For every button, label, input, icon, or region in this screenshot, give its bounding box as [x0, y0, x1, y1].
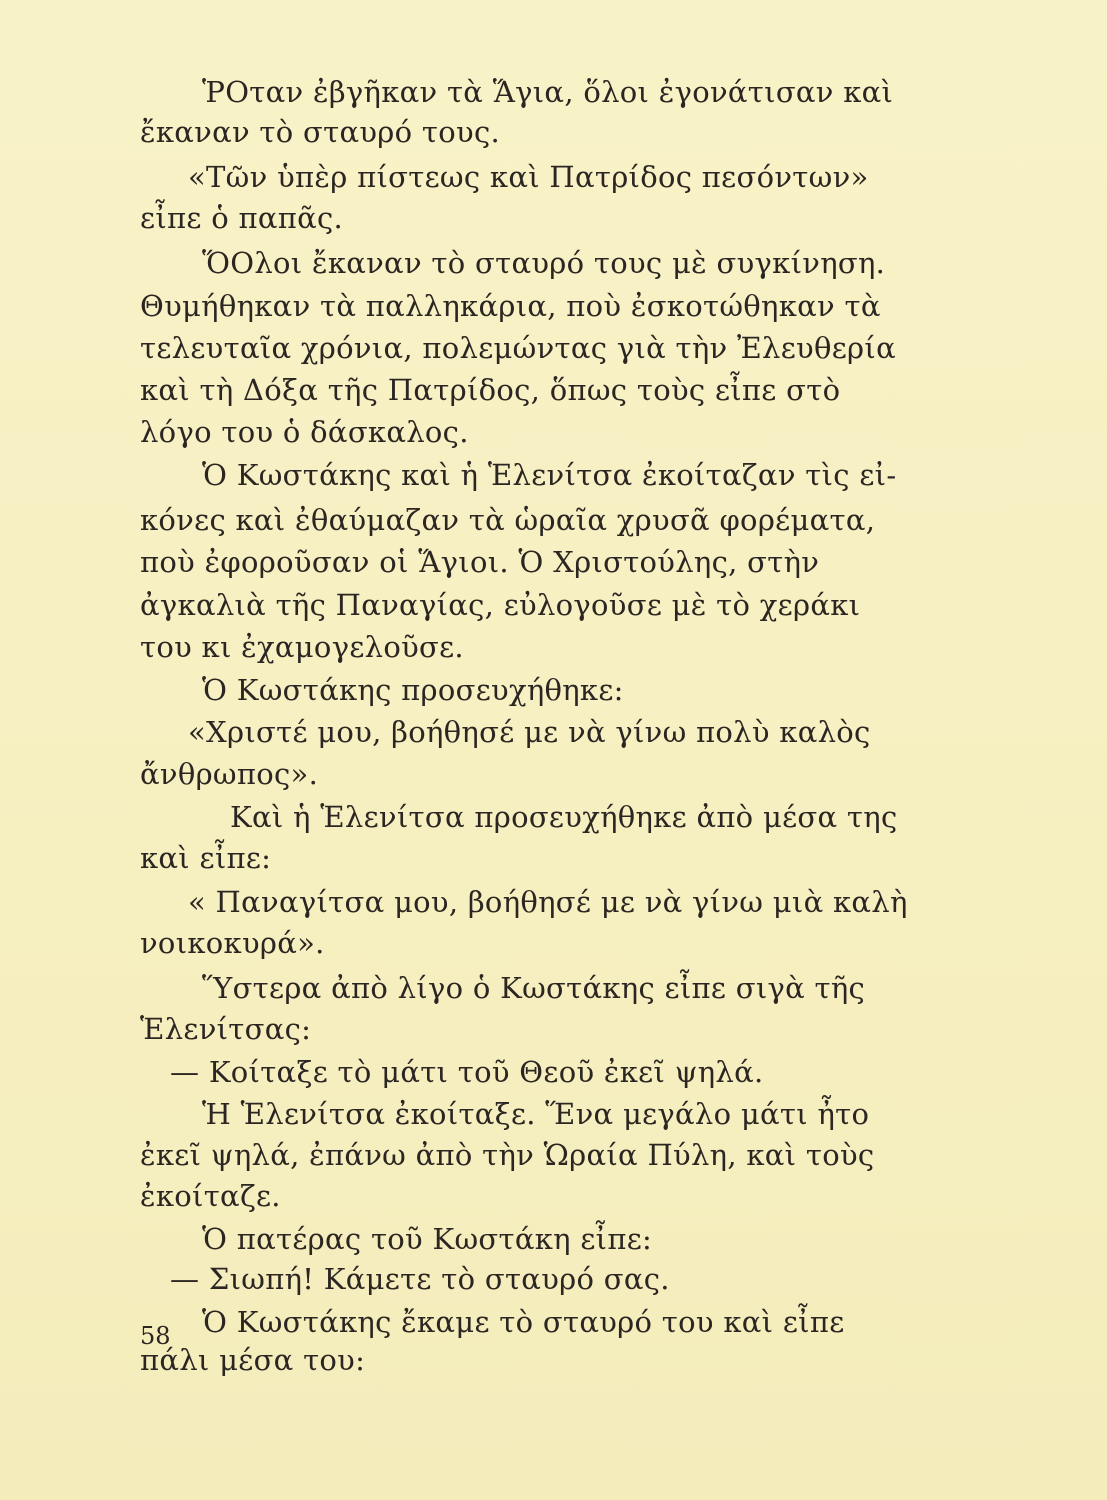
text-line: Ὕστερα ἀπὸ λίγο ὁ Κωστάκης εἶπε σιγὰ τῆς	[202, 971, 866, 1005]
text-line: καὶ εἶπε:	[140, 841, 272, 875]
text-line: ποὺ ἐφοροῦσαν οἱ Ἅγιοι. Ὁ Χριστούλης, στὴν	[140, 545, 820, 579]
text-line: Ὁ Κωστάκης καὶ ἡ Ἑλενίτσα ἐκοίταζαν τὶς εἰ-	[202, 458, 897, 492]
text-line: Ἑλενίτσας:	[140, 1012, 312, 1046]
text-line: ἔκαναν τὸ σταυρό τους.	[140, 115, 501, 149]
text-line: ἄνθρωπος».	[140, 757, 319, 791]
text-line: καὶ τὴ Δόξα τῆς Πατρίδος, ὅπως τοὺς εἶπε στὸ	[140, 373, 841, 407]
text-line: ὍΟλοι ἔκαναν τὸ σταυρό τους μὲ συγκίνηση.	[202, 246, 886, 280]
text-line: Ὁ Κωστάκης προσευχήθηκε:	[202, 673, 624, 707]
text-line: « Παναγίτσα μου, βοήθησέ με νὰ γίνω μιὰ καλὴ	[188, 885, 908, 919]
text-line: — Σιωπή! Κάμετε τὸ σταυρό σας.	[170, 1262, 670, 1296]
text-line: — Κοίταξε τὸ μάτι τοῦ Θεοῦ ἐκεῖ ψηλά.	[170, 1055, 764, 1089]
text-line: «Χριστέ μου, βοήθησέ με νὰ γίνω πολὺ καλὸς	[188, 715, 871, 749]
text-line: ἐκεῖ ψηλά, ἐπάνω ἀπὸ τὴν Ὡραία Πύλη, καὶ τοὺς	[140, 1138, 875, 1172]
text-line: ἀγκαλιὰ τῆς Παναγίας, εὐλογοῦσε μὲ τὸ χεράκι	[140, 588, 861, 622]
text-line: Ὁ πατέρας τοῦ Κωστάκη εἶπε:	[202, 1222, 653, 1256]
text-line: εἶπε ὁ παπᾶς.	[140, 201, 344, 235]
page-number: 58	[140, 1322, 171, 1350]
text-line: Ἡ Ἑλενίτσα ἐκοίταξε. Ἕνα μεγάλο μάτι ἦτο	[202, 1097, 870, 1131]
text-line: κόνες καὶ ἐθαύμαζαν τὰ ὡραῖα χρυσᾶ φορέματα,	[140, 503, 876, 537]
text-line: Ὁ Κωστάκης ἔκαμε τὸ σταυρό του καὶ εἶπε	[202, 1305, 845, 1339]
text-line: ῬΟταν ἐβγῆκαν τὰ Ἅγια, ὅλοι ἐγονάτισαν καὶ	[202, 75, 894, 109]
text-line: «Τῶν ὑπὲρ πίστεως καὶ Πατρίδος πεσόντων»	[188, 160, 869, 194]
text-line: ἐκοίταζε.	[140, 1179, 281, 1213]
text-line: λόγο του ὁ δάσκαλος.	[140, 415, 469, 449]
text-line: τελευταῖα χρόνια, πολεμώντας γιὰ τὴν Ἐλευθερία	[140, 331, 896, 365]
text-line: νοικοκυρά».	[140, 926, 325, 960]
text-line: Θυμήθηκαν τὰ παλληκάρια, ποὺ ἐσκοτώθηκαν τὰ	[140, 289, 881, 323]
text-line: του κι ἐχαμογελοῦσε.	[140, 630, 464, 664]
text-line: Καὶ ἡ Ἑλενίτσα προσευχήθηκε ἀπὸ μέσα της	[230, 800, 898, 834]
text-line: πάλι μέσα του:	[140, 1343, 366, 1377]
